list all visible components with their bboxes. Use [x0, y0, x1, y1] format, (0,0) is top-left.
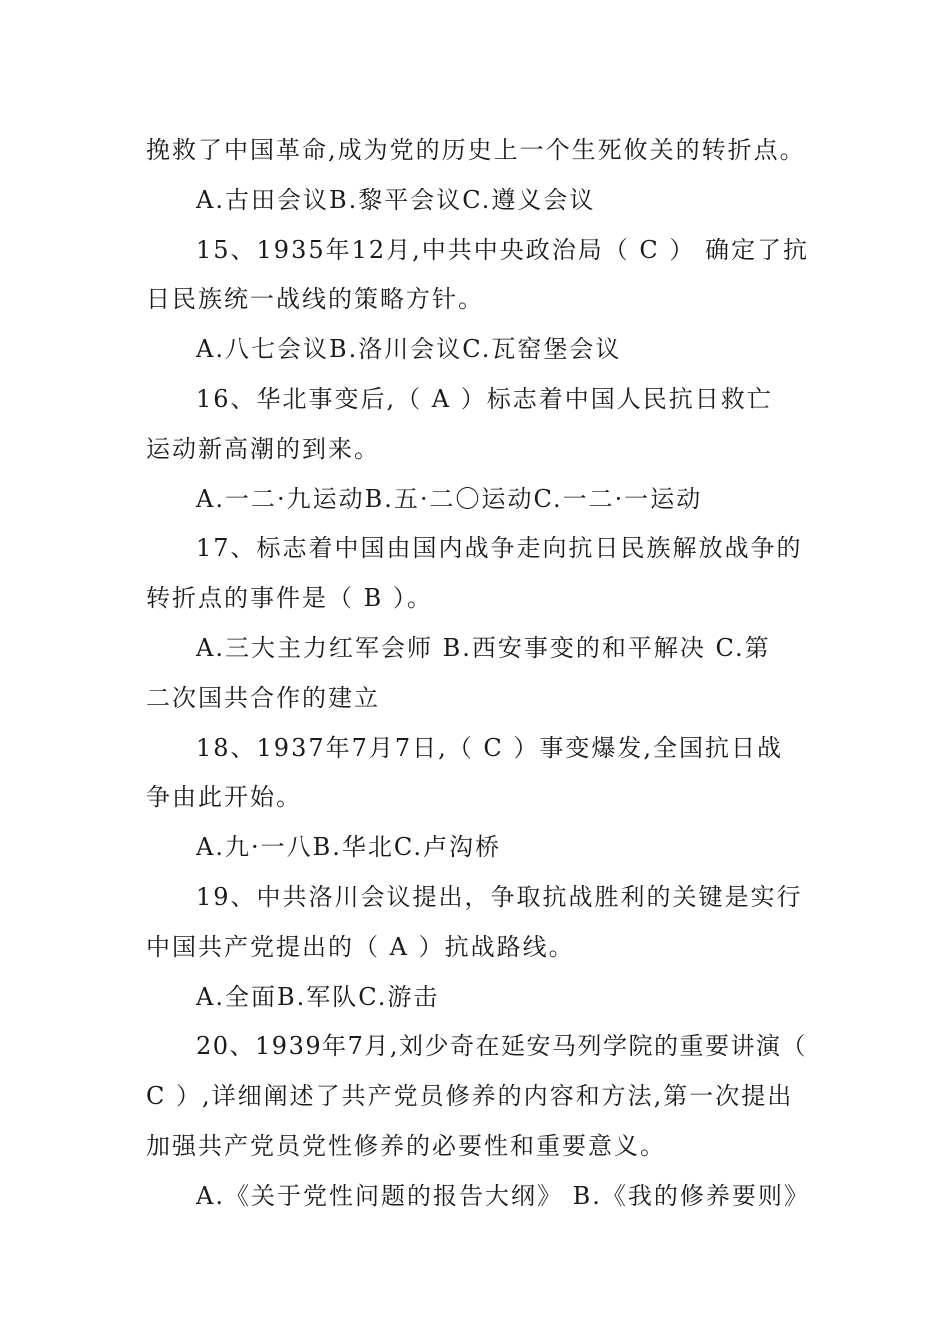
answer-options-line: A.《关于党性问题的报告大纲》 B.《我的修养要则》 [196, 1181, 810, 1210]
question-19-continuation: 中国共产党提出的（ A ）抗战路线。 [146, 932, 575, 961]
question-17-line: 17、标志着中国由国内战争走向抗日民族解放战争的 [196, 534, 803, 563]
answer-options-line: A.一二·九运动B.五·二〇运动C.一二·一运动 [196, 484, 703, 513]
question-18-line: 18、1937年7月7日,（ C ）事变爆发,全国抗日战 [196, 733, 784, 762]
question-20-continuation: C ）,详细阐述了共产党员修养的内容和方法,第一次提出 [146, 1082, 794, 1111]
answer-options-line: A.全面B.军队C.游击 [196, 982, 440, 1011]
answer-options-continuation: 二次国共合作的建立 [146, 683, 380, 712]
question-20-continuation: 加强共产党员党性修养的必要性和重要意义。 [146, 1131, 666, 1160]
question-19-line: 19、中共洛川会议提出，争取抗战胜利的关键是实行 [196, 882, 803, 911]
question-15-line: 15、1935年12月,中共中央政治局（ C ） 确定了抗 [196, 235, 810, 264]
answer-options-line: A.古田会议B.黎平会议C.遵义会议 [196, 185, 596, 214]
question-20-line: 20、1939年7月,刘少奇在延安马列学院的重要讲演（ [196, 1032, 808, 1061]
question-18-continuation: 争由此开始。 [146, 783, 302, 812]
question-16-continuation: 运动新高潮的到来。 [146, 434, 380, 463]
paragraph-line: 挽救了中国革命,成为党的历史上一个生死攸关的转折点。 [146, 136, 806, 164]
answer-options-line: A.八七会议B.洛川会议C.瓦窑堡会议 [196, 335, 622, 364]
question-15-continuation: 日民族统一战线的策略方针。 [146, 285, 484, 314]
answer-options-line: A.三大主力红军会师 B.西安事变的和平解决 C.第 [196, 633, 771, 662]
question-17-continuation: 转折点的事件是（ B ）。 [146, 584, 433, 613]
question-16-line: 16、华北事变后,（ A ）标志着中国人民抗日救亡 [196, 384, 773, 413]
answer-options-line: A.九·一八B.华北C.卢沟桥 [196, 833, 501, 862]
document-body [146, 126, 810, 1222]
